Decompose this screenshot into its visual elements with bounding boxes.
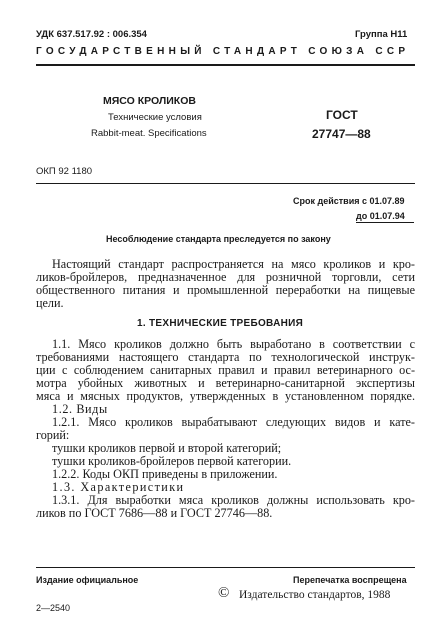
document-subtitle: Технические условия [108,112,202,123]
section-line-12: 1.3. Характеристики [52,480,185,494]
udk-code: УДК 637.517.92 : 006.354 [36,29,147,40]
section-line-8: горий: [36,428,70,442]
reprint-notice: Перепечатка воспрещена [293,575,407,585]
intro-line-2: ликов-бройлеров, предназначенное для розничной торговли, сети [36,270,415,284]
footer-rule [36,567,415,568]
section-line-5: мяса и мясных продуктов, утвержденных в установленном порядке. [36,389,415,403]
section-line-14: ликов по ГОСТ 7686—88 и ГОСТ 27746—88. [36,506,273,520]
gost-number: 27747—88 [312,127,371,141]
document-title: МЯСО КРОЛИКОВ [103,95,196,107]
section-line-13: 1.3.1. Для выработки мяса кроликов должны использовать кро- [52,493,415,507]
official-edition: Издание официальное [36,575,139,585]
section-line-9: тушки кроликов первой и второй категорий; [52,441,282,455]
section-line-7: 1.2.1. Мясо кроликов вырабатывают следующих видов и кате- [52,415,415,429]
intro-line-1: Настоящий стандарт распространяется на мясо кроликов и кро- [52,257,415,271]
section-line-2: требованиями настоящего стандарта по технологической инструк- [36,350,415,364]
print-code: 2—2540 [36,603,71,613]
section-line-4: мотра убойных животных и ветеринарно-санитарной экспертизы [36,376,415,390]
copyright-text: Издательство стандартов, 1988 [239,589,391,601]
enforcement-note: Несоблюдение стандарта преследуется по закону [106,234,331,244]
standard-banner: ГОСУДАРСТВЕННЫЙ СТАНДАРТ СОЮЗА ССР [36,46,410,57]
english-title: Rabbit-meat. Specifications [91,128,207,139]
title-rule [36,183,415,184]
section-heading: 1. ТЕХНИЧЕСКИЕ ТРЕБОВАНИЯ [137,318,304,329]
validity-underline [356,222,414,223]
intro-line-4: цели. [36,296,64,310]
copyright-symbol: © [218,585,230,601]
validity-from: Срок действия с 01.07.89 [293,196,405,206]
gost-label: ГОСТ [326,108,358,122]
intro-line-3: общественного питания и промышленной переработки на пищевые [36,283,415,297]
section-line-10: тушки кроликов-бройлеров первой категории. [52,454,292,468]
section-line-11: 1.2.2. Коды ОКП приведены в приложении. [52,467,278,481]
section-line-1: 1.1. Мясо кроликов должно быть выработано в соответствии с [52,337,415,351]
validity-to: до 01.07.94 [356,211,405,221]
okp-code: ОКП 92 1180 [36,166,93,177]
group-code: Группа Н11 [355,29,408,40]
section-line-6: 1.2. Виды [52,402,108,416]
header-rule [36,64,415,66]
section-line-3: ции с соблюдением санитарных правил и правил ветеринарного ос- [36,363,415,377]
